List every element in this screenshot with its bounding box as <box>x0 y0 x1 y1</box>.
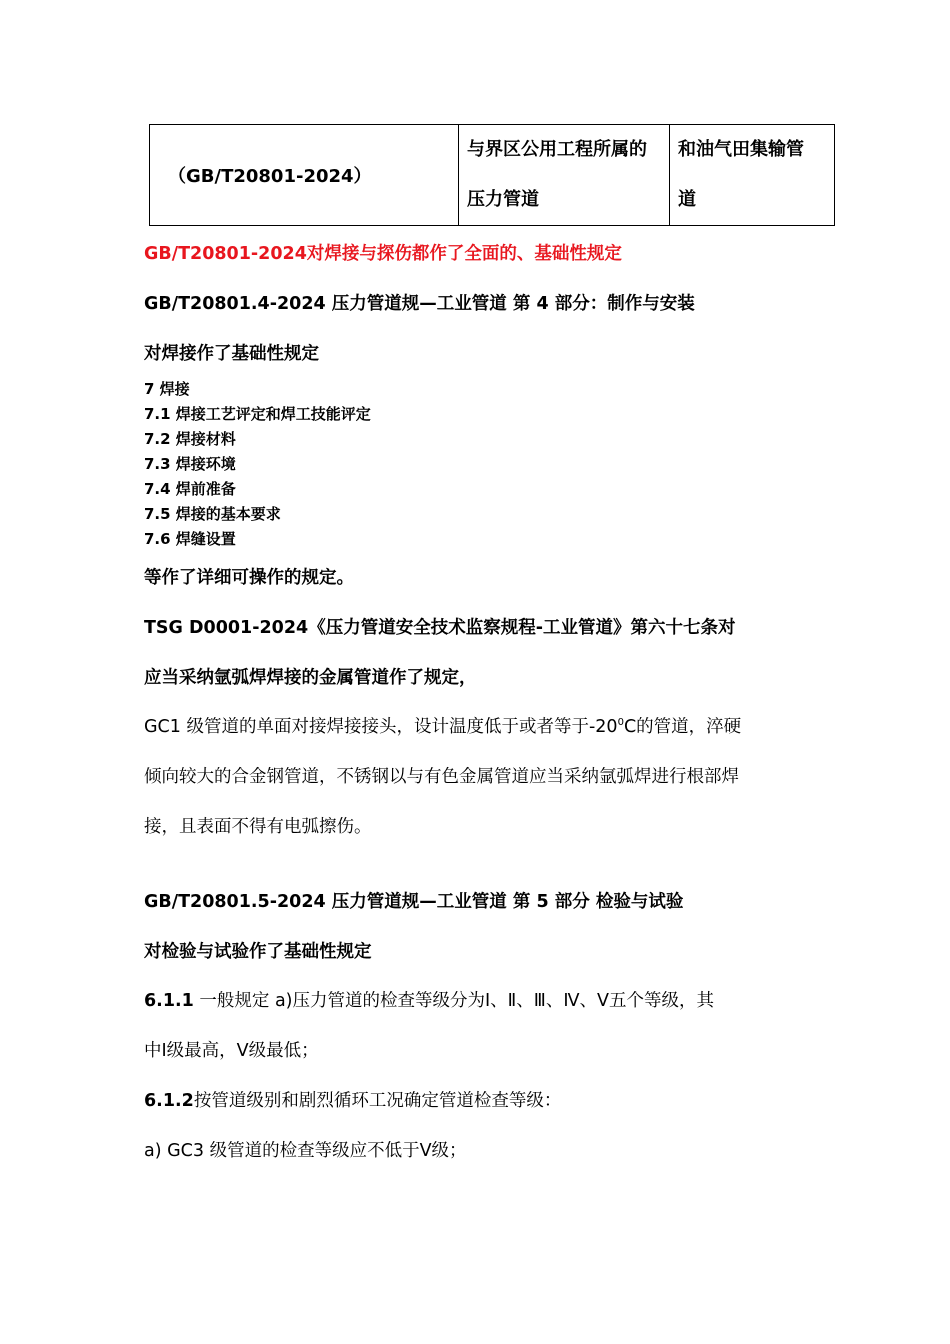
tsg-line-1: TSG D0001-2024《压力管道安全技术监察规程-工业管道》第六十七条对 <box>144 618 736 638</box>
section-6-1-1 <box>144 987 714 1012</box>
toc-item: 7.4 焊前准备 <box>144 480 236 498</box>
table-cell-scope-1 <box>459 125 670 226</box>
cell-text-line: 压力管道 <box>467 189 539 210</box>
part5-subtitle: 对检验与试验作了基础性规定 <box>144 942 372 962</box>
toc-item: 7.2 焊接材料 <box>144 430 236 448</box>
list-item-a: a) GC3 级管道的检查等级应不低于Ⅴ级； <box>144 1141 467 1161</box>
red-heading: GB/T20801-2024对焊接与探伤都作了全面的、基础性规定 <box>144 244 622 264</box>
section-6-1-2 <box>144 1087 561 1112</box>
cell-text-line: 与界区公用工程所属的 <box>467 139 647 160</box>
paragraph-line <box>144 713 741 738</box>
section-text: 一般规定 a)压力管道的检查等级分为Ⅰ、Ⅱ、Ⅲ、Ⅳ、Ⅴ五个等级，其 <box>193 991 714 1011</box>
part5-title: GB/T20801.5-2024 压力管道规—工业管道 第 5 部分 检验与试验 <box>144 892 684 912</box>
toc-item: 7.3 焊接环境 <box>144 455 236 473</box>
paragraph-line: 倾向较大的合金钢管道，不锈钢以与有色金属管道应当采纳氩弧焊进行根部焊 <box>144 767 739 787</box>
superscript: 0 <box>617 717 624 729</box>
cell-text-line: 道 <box>678 189 696 210</box>
tsg-line-2: 应当采纳氩弧焊焊接的金属管道作了规定， <box>144 668 477 688</box>
table-cell-scope-2 <box>670 125 835 226</box>
paragraph-line: 接，且表面不得有电弧擦伤。 <box>144 817 372 837</box>
toc-item: 7.1 焊接工艺评定和焊工技能评定 <box>144 405 371 423</box>
table-cell-standard <box>150 125 459 226</box>
section-text: 按管道级别和剧烈循环工况确定管道检查等级： <box>193 1091 562 1111</box>
paragraph-line: 中Ⅰ级最高，Ⅴ级最低； <box>144 1041 319 1061</box>
toc-closing: 等作了详细可操作的规定。 <box>144 568 354 588</box>
part4-title: GB/T20801.4-2024 压力管道规—工业管道 第 4 部分：制作与安装 <box>144 294 695 314</box>
toc-item: 7.5 焊接的基本要求 <box>144 505 281 523</box>
header-table <box>149 124 835 226</box>
paragraph-text: C的管道，淬硬 <box>623 717 742 737</box>
section-number: 6.1.1 <box>144 991 194 1011</box>
toc-item: 7 焊接 <box>144 380 190 398</box>
standard-code: （GB/T20801-2024） <box>168 166 372 187</box>
section-number: 6.1.2 <box>144 1091 194 1111</box>
part4-subtitle: 对焊接作了基础性规定 <box>144 344 319 364</box>
cell-text-line: 和油气田集输管 <box>678 139 804 160</box>
toc-item: 7.6 焊缝设置 <box>144 530 236 548</box>
paragraph-text: GC1 级管道的单面对接焊接接头，设计温度低于或者等于-20 <box>144 717 618 737</box>
